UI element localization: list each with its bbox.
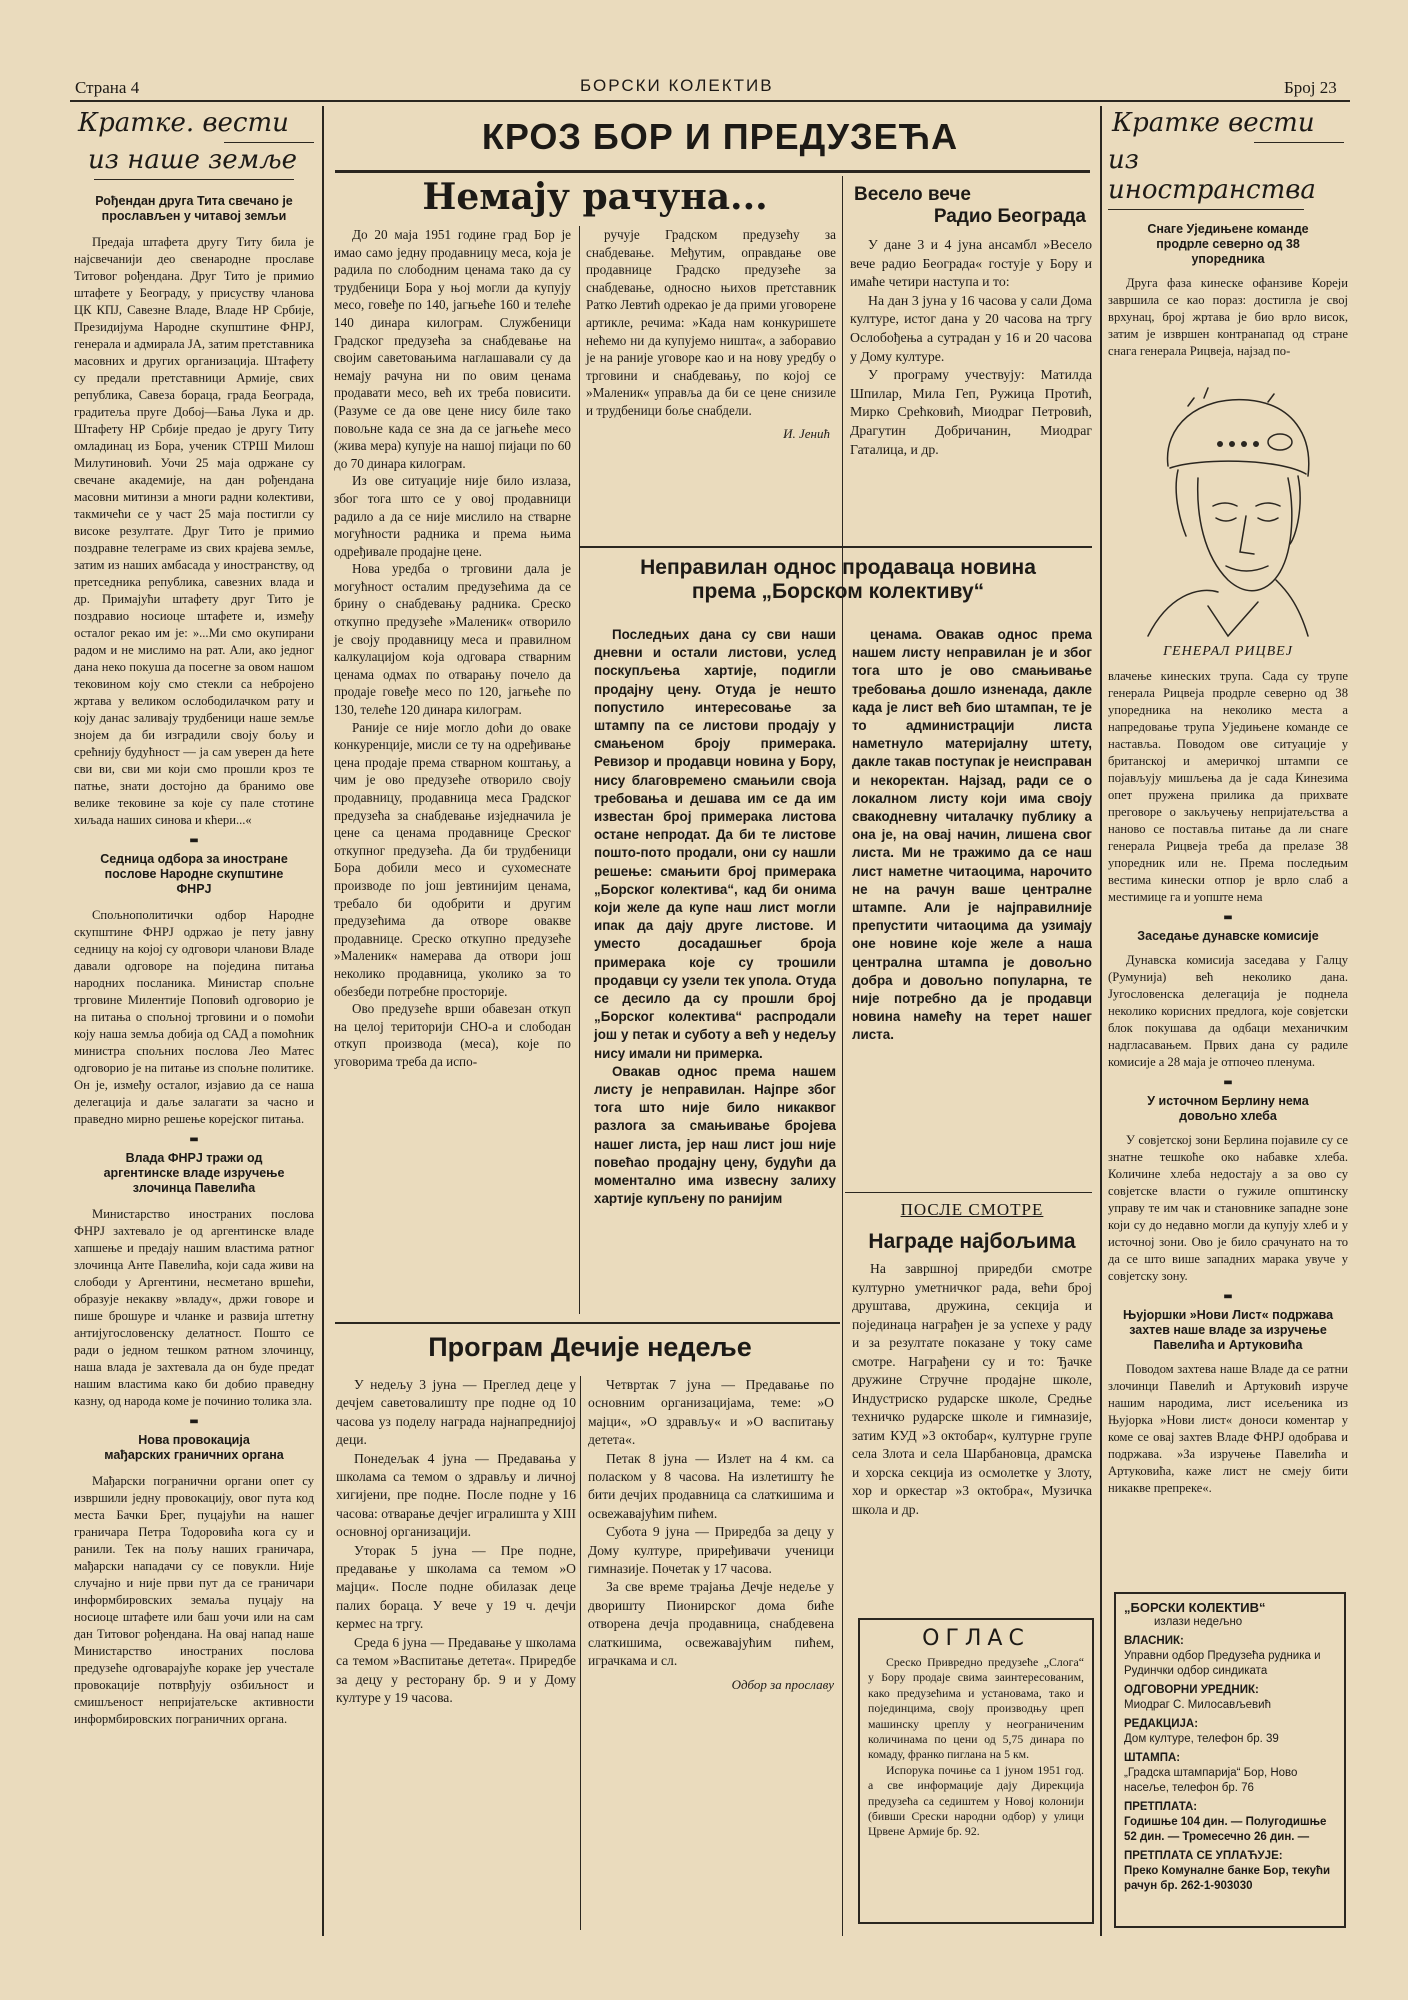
right-column: [1108, 108, 1348, 1497]
news-body: Спољнополитички одбор Народне скупштине ФНРЈ одржао је пету јавну седницу на којој су одговори чланови Владе давали одговоре на поједина питања народних посланика. Министар спољне трговине Милентије Поповић одговорио је на питања о спољној трговини и о помоћи коју наша земља добија од САД а помоћник министра спољних послова Лео Матес одговорио је на питање из спољне политике. Он је, између осталог, изјавио да се наша делегација и даље залагати за часно и праведно мирно решење корејског питања.: [74, 908, 314, 1126]
news-heading: Нова провокација мађарских граничних органа: [104, 1433, 284, 1462]
paragraph: Ово предузеће врши обавезан откуп на целој територији СНО-а и слободан откуп производа (меса), које по уговорима треба да испо-: [334, 1001, 571, 1069]
article-headline: Награде најбољима: [868, 1230, 1076, 1253]
paragraph: ручује Градском предузећу за снабдевање. Међутим, оправдање ове продавнице Градско предузеће за снабдевање, односно њихов претставник Ратко Левтић одрекао је да прими уговорене артикле, речима: »Када нам конкуришете нећемо ни да купујемо ништа«, а заборавио је на раније уговоре као и на нову уредбу о трговини и снабдевању, по којој се »Маленик« управља да би се цене снизиле и трудбеници боље снабдели.: [586, 227, 836, 418]
radio-article: [850, 184, 1092, 459]
article-body-col: [586, 226, 836, 442]
ad-text: [860, 1651, 1092, 1844]
paragraph: Нова уредба о трговини дала је могућност осталим предузећима да се брину о снабдевању радника. Среско откупно предузеће »Маленик« отворило је своју продавницу меса и правилном калкулацијом која одговара стварним ценама одмах по отварању почело да продаје говеђе месо по 120, јагњеће по 130, телеће 120 динара килограм.: [334, 561, 571, 718]
left-column: [74, 108, 314, 1728]
page-number: Страна 4: [75, 78, 140, 97]
column-rule: [322, 106, 324, 1936]
imprint-frequency: излази недељно: [1154, 1616, 1243, 1628]
imprint-label: ПРЕТПЛАТА СЕ УПЛАЋУЈЕ:: [1124, 1850, 1283, 1862]
divider-ornament: ▬: [1223, 912, 1233, 923]
section-rule: [580, 546, 1092, 548]
news-body: Дунавска комисија заседава у Галцу (Румунија) већ неколико дана. Југословенска делегација је поднела неколико корисних предлога, које совјетски блок покушава да одбаци механичким надгласавањем. Првих дана су радиле комисије а 28 маја је отпочео пленума.: [1108, 953, 1348, 1069]
article-headline: Радио Београда: [933, 206, 1086, 227]
article-headline: Програм Дечије недеље: [428, 1332, 752, 1362]
paragraph: Среда 6 јуна — Предавање у школама са темом »Васпитање детета«. Приредбе за децу у ресторану бр. 9 и у Дому културе у 19 часова.: [336, 1634, 576, 1705]
news-heading: Снаге Уједињене команде продрле северно од 38 упоредника: [1147, 222, 1309, 266]
header-rule: [70, 100, 1350, 102]
imprint-label: ПРЕТПЛАТА:: [1124, 1801, 1198, 1813]
article-text: [850, 236, 1092, 459]
paragraph: У недељу 3 јуна — Преглед деце у дечјем саветовалишту пре подне од 10 часова уз поделу награда најнапреднијој деци.: [336, 1377, 576, 1448]
paragraph: Последњих дана су сви наши дневни и остали листови, услед поскупљења хартије, подигли продајну цену. Отуда је нешто попустило интересовање за штампу па се листови продају у смањеном броју примерака. Ревизор и продавци новина у Бору, нису благовремено смањили своја требовања и дешава им се да им известан број примерака листова остане непродат. Да би те листове пошто-пото продали, они су нашли решење: смањити број примерака „Борског колектива“, кад би онима који желе да купе наш лист могли ипак да дају друге листове. И уместо досадашњег броја примерака које су трошили продавци су узели тек упола. Отуда се десило да су прошли број „Борског колектива“ распродали још у петак и суботу а већ у недељу нису имали ни примерка.: [594, 627, 836, 1061]
paragraph: Из ове ситуације није било излаза, због тога што се у овој продавници радило а да се није мислило на стварне могућности радника и према њима одређивале продајне цене.: [334, 473, 571, 559]
article-body-col: [336, 1376, 576, 1707]
paragraph: Овакав однос према нашем листу је неправилан. Најпре због тога што није било никаквог разлога за смањивање бројева нашег листа, јер наш лист још није повећао продајну цену, будући да моментално има извесну залиху хартије купљену по ранијим: [594, 1063, 836, 1207]
section-title: Кратке. вести: [78, 108, 289, 138]
divider-ornament: ▬: [1223, 1077, 1233, 1088]
column-rule: [579, 226, 580, 1314]
column-rule: [580, 1376, 581, 1930]
paragraph: Субота 9 јуна — Приредба за децу у Дому културе, приређивачи ученици гимназије. Почетак у 17 часова.: [588, 1524, 834, 1577]
imprint-value: Управни одбор Предузећа рудника и Рудинчки одбор синдиката: [1124, 1650, 1321, 1677]
ad-title: ОГЛАС: [922, 1626, 1030, 1651]
paragraph: За све време трајања Дечје недеље у дворишту Пионирског дома биће отворена дечја продавница, снабдевена слаткишима, освежавајућим пићем, играчкама и сл.: [588, 1579, 834, 1669]
banner-rule: [335, 170, 1090, 173]
issue-number: Број 23: [1284, 78, 1337, 97]
paragraph: Среско Привредно предузеће „Слога“ у Бору продаје свима заинтересованим, како предузећима и установама, тако и појединцима, своју производњу цреп машинску цреплу у неограниченим количинама по цени од 5,75 динара по комаду, франко пиглана на 5 км.: [868, 1655, 1084, 1762]
paragraph: На дан 3 јуна у 16 часова у сали Дома културе, истог дана у 20 часова на тргу Ослобођења а сутрадан у 16 и 20 часова у Дому културе.: [850, 292, 1092, 364]
article-text: [594, 626, 836, 1209]
paragraph: Уторак 5 јуна — Пре подне, предавање у школама са темом »О мајци«. После подне обилазак деце палих бораца. У вече у 19 ч. дечји кермес на тргу.: [336, 1542, 576, 1632]
news-body: влачење кинеских трупа. Сада су трупе генерала Рицвеја продрле северно од 38 упоредника на неколико места а напредовање трупа Уједињене команде се наставља. Поводом ове ситуације у британској и америчкој штампи се појављују мишљења да је сада Кинезима опет пружена прилика да прихвате преговоре о закључењу непријатељства а наново се постављa питање да ли снаге генерала Рицвеја треба да прелазе 38 упоредник или не. Према последњим вестима кинески отпор је врло слаб а местимице га и уопште нема: [1108, 669, 1348, 904]
paragraph: У дане 3 и 4 јуна ансамбл »Весело вече радио Београда« гостује у Бору и имаће четири наступа и то:: [850, 237, 1092, 290]
awards-article: [852, 1200, 1092, 1519]
imprint-value: Дом културе, телефон бр. 39: [1124, 1733, 1279, 1745]
divider-ornament: ▬: [1223, 1291, 1233, 1302]
column-rule: [842, 176, 843, 1936]
news-heading: Седница одбора за иностране послове Народне скупштине ФНРЈ: [100, 852, 288, 896]
news-heading: Њујоршки »Нови Лист« подржава захтев наше владе за изручење Павелића и Артуковића: [1122, 1308, 1334, 1352]
article-body-col: [588, 1376, 834, 1693]
news-heading: Заседање дунавске комисије: [1137, 929, 1319, 943]
divider-ornament: ▬: [189, 835, 199, 846]
section-subtitle: из иностранства: [1108, 145, 1316, 205]
imprint-value: Преко Комуналне банке Бор, текући рачун бр. 262-1-903030: [1124, 1865, 1331, 1892]
news-body: Министарство иностраних послова ФНРЈ захтевало је од аргентинске владе хапшење и предају нашим властима ратног злочинца Анте Павелића, који сада живи на слободи у Аргентини, несметано вршећи, образује некакву »владу«, држи говоре и пише брошуре и чланке и развија штетну антијугословенску делатност. Пошто се ради о једном тешком ратном злочинцу, наша влада је захтевала да он буде предат нашим властима како би добио праведну казну, од народа коме је починио толика зла.: [74, 1207, 314, 1408]
paragraph: Испорука почиње са 1 јуном 1951 год. а све информације дају Дирекција предузећа са седиштем у Новој колонији (бивши Срески народни одбор) у улици Црвене Армије бр. 92.: [868, 1762, 1084, 1839]
article-headline: према „Борском колективу“: [691, 580, 985, 603]
paragraph: До 20 маја 1951 године град Бор је имао само једну продавницу меса, која је радила по слободним ценама тако да су трудбеници Бора у њој могли да купују месо, говеђе по 140, јагњеће 160 и телеће 140 динара килограм. Службеници Градског предузећа за снабдевање на својим саветовањима наглашавали су да немају рачуна ни по овим ценама продавати месо, већ их треба повисити. (Разуме се да ове цене нису биле тако повољне када се зна да се јагњеће месо (жива мера) купује на нашој пијаци по 60 до 70 динара килограм.: [334, 227, 571, 471]
column-rule: [1100, 106, 1102, 1936]
news-heading: Рођендан друга Тита свечано је прослављен у читавој земљи: [95, 194, 293, 223]
news-item: [74, 1151, 314, 1410]
news-item: [74, 194, 314, 829]
paragraph: Петак 8 јуна — Излет на 4 км. са поласком у 8 часова. На излетишту ће бити дечјих продавница са слаткишима и освежавајућим пићем.: [588, 1450, 834, 1521]
article-text: [334, 226, 571, 1071]
section-subtitle: из наше земље: [88, 145, 297, 175]
imprint-value: Годишње 104 дин. — Полугодишње 52 дин. — Тромесечно 26 дин. —: [1124, 1816, 1327, 1843]
section-title: Кратке вести: [1112, 108, 1315, 138]
article-headline: Немају рачуна...: [422, 176, 768, 218]
news-heading: Влада ФНРЈ тражи од аргентинске владе изручење злочинца Павелића: [103, 1151, 285, 1195]
divider-ornament: ▬: [189, 1416, 199, 1427]
news-body: Предаја штафета другу Титу била је најсвечанији део свенародне прославе Титовог рођендана. Друг Тито је примио штафете у Београду, у присуству чланова ЦК КПЈ, Савезне Владе, Владе НР Србије, Президијума Народне скупштине ФНРЈ, генерала и адмирала ЈА, затим претставника масовних и других организација. Штафету су предали претставници Армије, свих република, Савеза бораца, града Београда, градитеља пруге Добој—Бања Лука и др. Штафету НР Србије предао је другу Титу омладинац из Бора, ученик СТРШ Милош Милутиновић. Уочи 25 маја одржане су свечане академије, на дан рођендана масовни митинзи а многи радни колективи, такмичећи се у част 25 маја постигли су високе резултате. Друг Тито је примио поздравне телеграме из свих крајева земље, затим из наших амбасада у иностранству, од претседника република, савезних влада и др. Примајући штафету друг Тито је поздравио носиоце штафете и, између осталог рекао им је: »...Ми смо окупирани радом и не мислимо на рат. Али, ако једног дана неко покуша да посегне за овом нашом тековином коју смо стекли са небројено жртава у великом ослободилачком рату и коју данас заливају трудбеници наше земље знојем да би изградили своју бољу и срећнију будућност — ја сам уверен да ћете сви ви, сви ми који смо прошли кроз те патње, знати достојно да бранимо ове велике тековине за које су пале стотине хиљада наших синова и кћери...«: [74, 235, 314, 827]
paragraph: ценама. Овакав однос према нашем листу неправилан је и због тога што је ово смањивање требовања дошло изненада, дакле када је лист већ био штампан, те је то администрацији листа наметнуло материјалну штету, дакле такав поступак је неисправан и некоректан. Најзад, ради се о локалном листу који има своју свакодневну читалачку публику а она је, на овај начин, лишена свог листа. Ми не тражимо да се наш лист наметне читаоцима, нарочито не на рачун ваше централне штампе. Али је најправилније препустити читаоцима да узимају оне новине које желе а наша централна штампа је довољно добра и довољно популарна, те није потребно да је продавци новина намећу на терет нашег листа.: [852, 627, 1092, 1043]
imprint-paper-name: „БОРСКИ КОЛЕКТИВ“: [1124, 1600, 1266, 1615]
paragraph: Раније се није могло доћи до оваке конкуренције, мисли се ту на одређивање цена продаје према стварном коштању, а чим је ово предузеће отворило своју продавницу, продавница меса Градског предузећа за снабдевање изједначила је цене са ценама продавнице Среског откупног предузећа. Да би трудбеници Бора добили месо и сухомеснате производе по још јевтинијим ценама, требало би одобрити и другим предузећима да отворе овакве продавнице. Среско откупно предузеће »Маленик« намерава да отвори још неколико продавница, уколико за то обезбеди потребне просторије.: [334, 719, 571, 999]
general-ridgway-sketch-icon: [1108, 366, 1348, 648]
article-signature: Одбор за прославу: [731, 1676, 834, 1692]
article-body-col: [334, 226, 571, 1071]
news-item: [74, 1433, 314, 1728]
paragraph: Понедељак 4 јуна — Предавања у школама са темом о здрављу и личној хигијени, пре подне. После подне у 16 часова: отварање дечјег игралишта у XIII основној организацији.: [336, 1450, 576, 1540]
portrait-illustration: [1108, 366, 1348, 648]
news-body: Мађарски погранични органи опет су извршили једну провокацију, овог пута код места Бачки Брег, пуцајући на нашег граничара Петра Тодоровића кога су и ранили. Тек на пољу наших граничара, мађарски нападачи су се повукли. Није случајно и није први пут да се граничари информбировских земаља пуцају на носиоце штафете или баш уочи или на сам дан Титовог рођендана. На овај напад наше Министарство иностраних послова предузеће одговарајуће кораке јер учестале провокације потврђују озбиљност и смишљеност непријатељске активности информбировских пограничних органа.: [74, 1474, 314, 1726]
imprint-label: ОДГОВОРНИ УРЕДНИК:: [1124, 1684, 1259, 1696]
news-body: Друга фаза кинеске офанзиве Кореји завршила се као пораз: достигла је свој врхунац, број жртава је био врло висок, затим је извршен контранапад од стране снага генерала Рицвеја, најзад по-: [1108, 276, 1348, 358]
portrait-caption: ГЕНЕРАЛ РИЦВЕЈ: [1163, 644, 1293, 659]
imprint-label: РЕДАКЦИЈА:: [1124, 1718, 1199, 1730]
article-text: На завршној приредби смотре културно уметничког рада, већи број друштава, дружина, секција и појединаца награђен је за успехе у раду и за резултате показане у току саме смотре. Награђени су и то: Ђачке дружине Стручне продајне школе, Индустриско рударске школе, Средње техничко рударске школе и гимназије, затим КУД »3 октобар«, културне групе села Злота и села Шарбановца, драмска и хорска секција из осмолетке у Злоту, хор и оркестар »3 октобра«, Музичка школа и др.: [852, 1261, 1092, 1517]
imprint-box: [1114, 1592, 1346, 1928]
news-body: Поводом захтева наше Владе да се ратни злочинци Павелић и Артуковић изруче нашим народима, лист исељеника из Њујорка »Нови лист« доноси коментар у коме се овај захтев Владе ФНРЈ одобрава и подржава. »За изручење Павелића и Артуковића, каже лист не смеју бити никакве препреке«.: [1108, 1362, 1348, 1495]
article-headline: Весело вече: [854, 184, 971, 205]
article-headline: Неправилан однос продаваца новина: [640, 556, 1036, 579]
distribution-article: [588, 556, 1088, 604]
imprint-value: Миодраг С. Милосављевић: [1124, 1699, 1271, 1711]
divider-ornament: ▬: [189, 1134, 199, 1145]
news-heading: У источном Берлину нема довољно хлеба: [1147, 1094, 1309, 1123]
imprint-value: „Градска штампарија“ Бор, Ново насеље, телефон бр. 76: [1124, 1767, 1298, 1794]
advertisement-box: [858, 1618, 1094, 1924]
imprint-label: ШТАМПА:: [1124, 1752, 1181, 1764]
news-body: У совјетској зони Берлина појавиле су се знатне тешкоће око набавке хлеба. Количине хлеба недостају а за ово су совјетске власти о гужиле општинску управу те им чак и становнике западне зоне који су до недавно могли да купују хлеб и у источној зони. Ово је било срачунато на то да се што више западних марака увуче у совјетску зону.: [1108, 1133, 1348, 1283]
article-text: [336, 1376, 576, 1707]
paragraph: У програму учествују: Матилда Шпилар, Мила Геп, Ружица Протић, Мирко Срећковић, Миодраг Петровић, Драгутин Добричанин, Миодраг Гаталица, и др.: [850, 367, 1092, 457]
article-text: [586, 226, 836, 420]
imprint-label: ВЛАСНИК:: [1124, 1635, 1184, 1647]
section-rule: [335, 1322, 840, 1324]
article-text: [588, 1376, 834, 1671]
section-banner: КРОЗ БОР И ПРЕДУЗЕЋА: [481, 116, 959, 157]
paragraph: Четвртак 7 јуна — Предавање по основним организацијама, теме: »О мајци«, »О здрављу« и »О васпитању детета«.: [588, 1377, 834, 1448]
article-signature: И. Јенић: [783, 425, 830, 441]
article-body-col: [594, 626, 836, 1209]
news-item: [74, 852, 314, 1128]
masthead-title: БОРСКИ КОЛЕКТИВ: [580, 76, 774, 95]
article-kicker: ПОСЛЕ СМОТРЕ: [900, 1200, 1044, 1219]
article-body-col: [852, 626, 1092, 1045]
section-rule: [845, 1192, 1092, 1193]
article-text: [852, 626, 1092, 1045]
